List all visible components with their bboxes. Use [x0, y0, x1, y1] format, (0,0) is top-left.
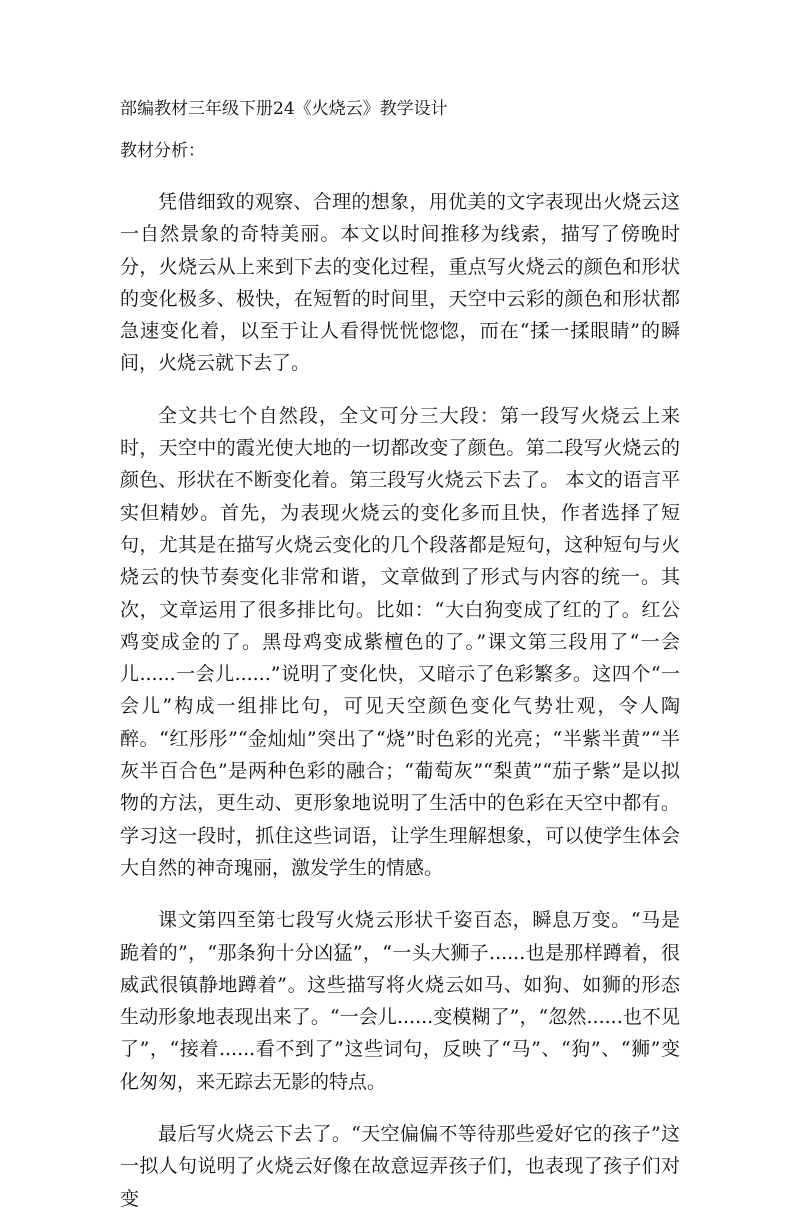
section-heading: 教材分析： — [120, 141, 205, 161]
paragraph-2: 全文共七个自然段，全文可分三大段：第一段写火烧云上来时，天空中的霞光使大地的一切都改变了颜色。第二段写火烧云的颜色、形状在不断变化着。第三段写火烧云下去了。 本文的语言平实但精妙。首先，为表现火烧云的变化多而且快，作者选择了短句，尤其是在描写火烧云变化的几个段落都是短句，这种短句与火烧云的快节奏变化非常和谐，文章做到了形式与内容的统一。其次，文章运用了很多排比句。比如：“大白狗变成了红的了。红公鸡变成金的了。黑母鸡变成紫檀色的了。”课文第三段用了“一会儿......一会儿......”说明了变化快，又暗示了色彩繁多。这四个“一会儿”构成一组排比句，可见天空颜色变化气势壮观，令人陶醉。“红彤彤”“金灿灿”突出了“烧”时色彩的光亮；“半紫半黄”“半灰半百合色”是两种色彩的融合；“葡萄灰”“梨黄”“茄子紫”是以拟物的方法，更生动、更形象地说明了生活中的色彩在天空中都有。学习这一段时，抓住这些词语，让学生理解想象，可以使学生体会大自然的神奇瑰丽，激发学生的情感。 — [120, 404, 680, 879]
paragraph-3: 课文第四至第七段写火烧云形状千姿百态，瞬息万变。“马是跪着的”，“那条狗十分凶猛”，“一头大狮子......也是那样蹲着，很威武很镇静地蹲着”。这些描写将火烧云如马、如狗、如狮的形态生动形象地表现出来了。“一会儿......变模糊了”，“忽然......也不见了”，“接着......看不到了”这些词句，反映了“马”、“狗”、“狮”变化匆匆，来无踪去无影的特点。 — [120, 909, 680, 1093]
document-title: 部编教材三年级下册24《火烧云》教学设计 — [120, 99, 448, 119]
document-page — [120, 92, 680, 1215]
paragraph-4: 最后写火烧云下去了。“天空偏偏不等待那些爱好它的孩子”这一拟人句说明了火烧云好像在故意逗弄孩子们，也表现了孩子们对变 — [120, 1123, 680, 1210]
paragraph-1: 凭借细致的观察、合理的想象，用优美的文字表现出火烧云这一自然景象的奇特美丽。本文以时间推移为线索，描写了傍晚时分，火烧云从上来到下去的变化过程，重点写火烧云的颜色和形状的变化极多、极快，在短暂的时间里，天空中云彩的颜色和形状都急速变化着，以至于让人看得恍恍惚惚，而在“揉一揉眼睛”的瞬间，火烧云就下去了。 — [120, 191, 680, 375]
